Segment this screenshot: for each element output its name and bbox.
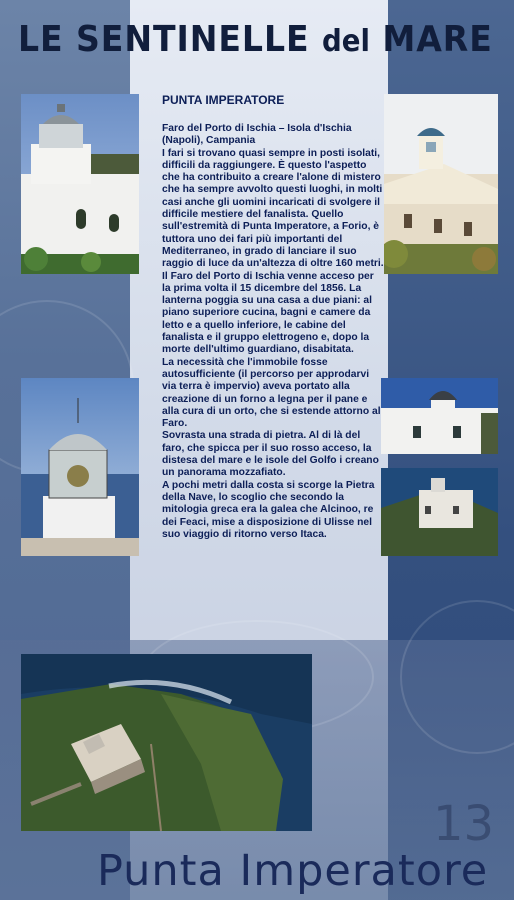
article-body bbox=[162, 123, 384, 541]
article-heading: PUNTA IMPERATORE bbox=[162, 93, 285, 107]
photo-lighthouse-dome bbox=[381, 378, 498, 454]
photo-lighthouse-aerial-small bbox=[381, 468, 498, 556]
body-paragraph: A pochi metri dalla costa si scorge la Pietra della Nave, lo scoglio che secondo la mitologia greca era la galea che Alcinoo, re dei Feaci, mise a disposizione di Ulisse nel suo viaggio di ritorno verso Itaca. bbox=[162, 479, 375, 540]
footer-title: Punta Imperatore bbox=[97, 846, 489, 896]
body-paragraph: La necessità che l'immobile fosse autosufficiente (il percorso per approdarvi via terra è impervio) aveva portato alla creazione di un forno a legna per il pane e alla cura di un orto, che si estende attorno al Faro. bbox=[162, 356, 381, 430]
page-number: 13 bbox=[433, 796, 495, 852]
poster-title bbox=[18, 18, 493, 64]
photo-lighthouse-building bbox=[384, 94, 498, 274]
photo-lighthouse-tower bbox=[21, 94, 139, 274]
title-small: del bbox=[321, 24, 370, 59]
photo-lighthouse-aerial-large bbox=[21, 654, 312, 831]
title-end: MARE bbox=[382, 19, 493, 60]
title-main: LE SENTINELLE bbox=[18, 19, 310, 60]
photo-lighthouse-lantern bbox=[21, 378, 139, 556]
body-paragraph: Faro del Porto di Ischia – Isola d'Ischia (Napoli), Campania I fari si trovano quasi sempre in posti isolati, difficili da raggiungere. È questo l'aspetto che ha contribuito a creare l'alone di mistero che ha sempre avvolto questi luoghi, in molti casi anche gli uomini incaricati di svolgere il difficile mestiere del fanalista. Quello sull'estremità di Punta Imperatore, a Forio, è tuttora uno dei fari più importanti del Mediterraneo, in grado di lanciare il suo raggio di luce da un'altezza di oltre 160 metri. Il Faro del Porto di Ischia venne acceso per la prima volta il 15 dicembre del 1856. La lanterna poggia su una casa a due piani: al piano superiore cucina, bagni e camere da letto e a quello inferiore, le cabine del fanalista e il gruppo elettrogeno e, dopo la morte dell'ultimo guardiano, disabitata. bbox=[162, 123, 384, 356]
body-paragraph: Sovrasta una strada di pietra. Al di là del faro, che spicca per il suo rosso acceso, la distesa del mare e le isole del Golfo i creano un panorama mozzafiato. bbox=[162, 430, 379, 479]
